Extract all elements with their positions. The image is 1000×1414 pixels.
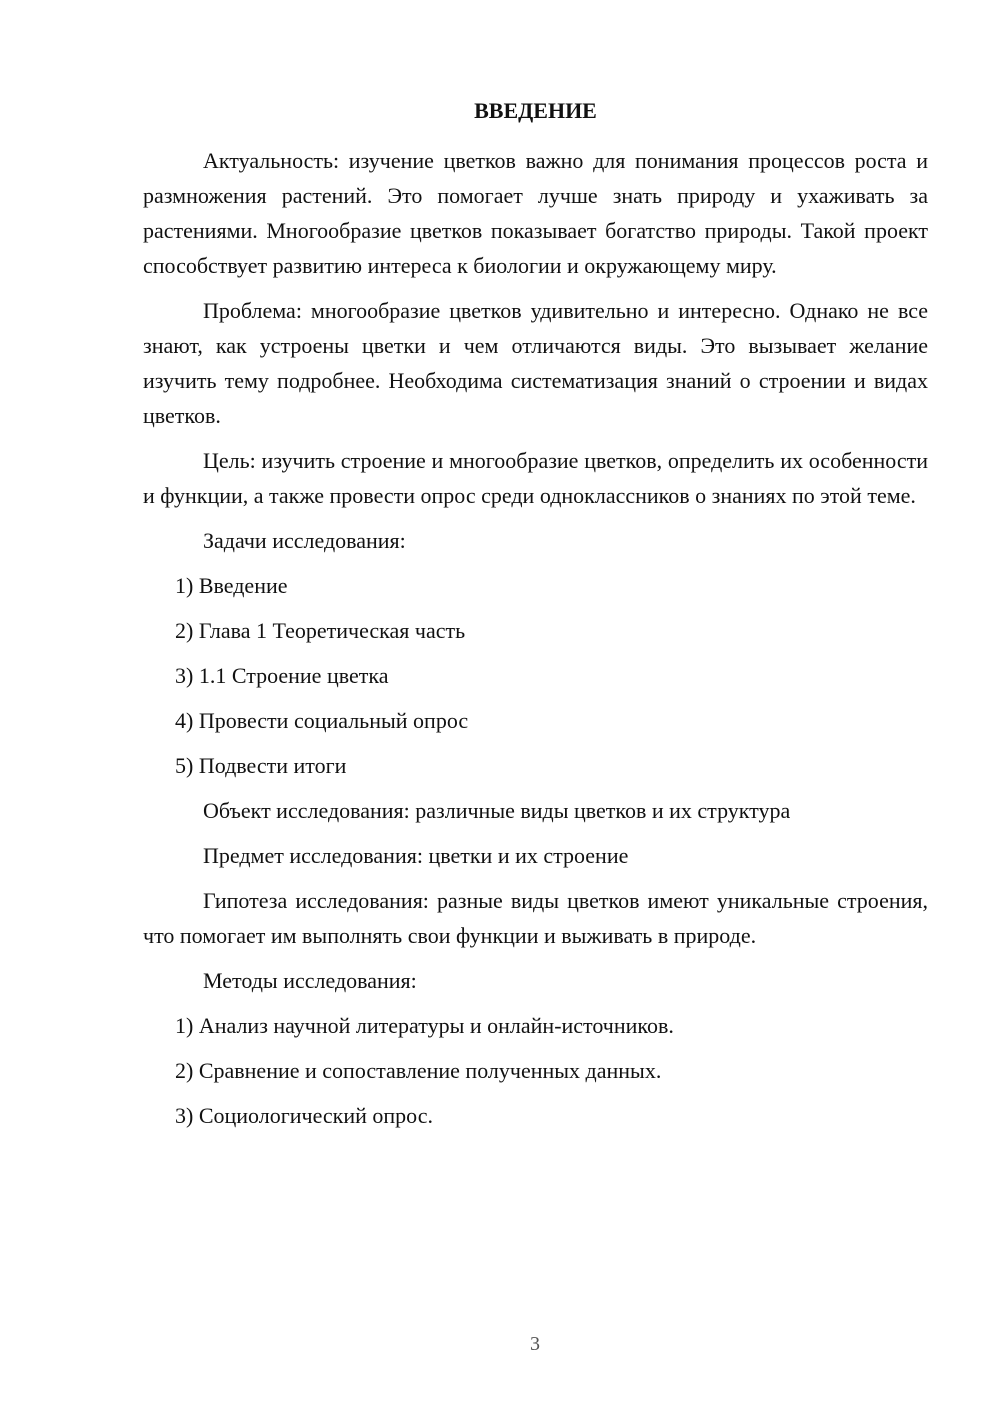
method-item: 2) Сравнение и сопоставление полученных данных. xyxy=(175,1058,662,1083)
goal-paragraph: Цель: изучить строение и многообразие цветков, определить их особенности и функции, а также провести опрос среди одноклассников о знаниях по этой теме. xyxy=(143,448,928,508)
research-object: Объект исследования: различные виды цветков и их структура xyxy=(203,798,791,823)
method-item: 3) Социологический опрос. xyxy=(175,1103,433,1128)
tasks-heading: Задачи исследования: xyxy=(203,528,406,553)
method-item: 1) Анализ научной литературы и онлайн-источников. xyxy=(175,1013,674,1038)
task-item: 5) Подвести итоги xyxy=(175,753,347,778)
page-number: 3 xyxy=(530,1333,540,1355)
section-title: ВВЕДЕНИЕ xyxy=(474,98,597,123)
research-subject: Предмет исследования: цветки и их строение xyxy=(203,843,629,868)
hypothesis-paragraph: Гипотеза исследования: разные виды цветков имеют уникальные строения, что помогает им выполнять свои функции и выживать в природе. xyxy=(143,888,928,948)
relevance-paragraph: Актуальность: изучение цветков важно для понимания процессов роста и размножения растений. Это помогает лучше знать природу и ухаживать за растениями. Многообразие цветков показывает богатство природы. Такой проект способствует развитию интереса к биологии и окружающему миру. xyxy=(143,148,928,278)
task-item: 3) 1.1 Строение цветка xyxy=(175,663,389,688)
task-item: 1) Введение xyxy=(175,573,288,598)
methods-heading: Методы исследования: xyxy=(203,968,417,993)
page-content xyxy=(143,96,928,1143)
problem-paragraph: Проблема: многообразие цветков удивительно и интересно. Однако не все знают, как устроены цветки и чем отличаются виды. Это вызывает желание изучить тему подробнее. Необходима систематизация знаний о строении и видах цветков. xyxy=(143,298,928,428)
task-item: 2) Глава 1 Теоретическая часть xyxy=(175,618,466,643)
task-item: 4) Провести социальный опрос xyxy=(175,708,469,733)
